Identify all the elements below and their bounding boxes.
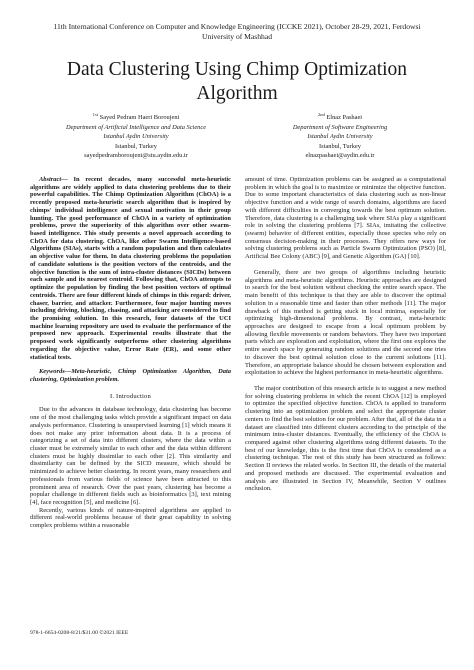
author-name-text-2: Elnaz Pashaei <box>326 114 363 121</box>
conference-line-2: University of Mashhad <box>201 31 273 41</box>
author-email-2: elnazpashaei@aydin.edu.tr <box>305 152 375 160</box>
author-name-1 <box>36 113 236 123</box>
keywords-text: —Meta-heuristic, Chimp Optimization Algorithm, Data clustering, Optimization problem. <box>30 368 231 383</box>
copyright-footer: 978-1-6654-0208-8/21/$31.00 ©2021 IEEE <box>30 630 129 636</box>
intro-paragraph-2: Recently, various kinds of nature-inspired algorithms are applied to different real-world problems because of their great capability in solving complex problems within a reasonable <box>30 506 231 530</box>
abstract-label: Abstract <box>39 176 62 183</box>
right-paragraph-2: Generally, there are two groups of algorithms including heuristic algorithms and meta-heuristic algorithms. Heuristic approaches are designed to search for the best solution without checking the entire search space. The main benefit of this technique is that they are able to discover the optimal solution in a reasonable time and faster than other methods [11]. The major drawback of this method is getting stuck in local minima, especially for optimizing high-dimensional problems. By contrast, meta-heuristic approaches are designed to escape from a local optimum problem by allowing flexible movements or random behaviors. They have two important parts which are exploration and exploitation, where the first one explores the entire search space by generating random solutions and the second one tries to discover the best optimal solution close to the current solutions [11]. Therefore, an appropriate balance should be chosen between exploration and exploitation to achieve the highest performance in meta-heuristic algorithms. <box>245 268 446 377</box>
author-department-1: Department of Artificial Intelligence and Data Science <box>65 123 207 131</box>
author-department-2: Department of Software Engineering <box>292 123 388 131</box>
title-line-1: Data Clustering Using Chimp Optimization <box>66 59 408 80</box>
author-name-text-1: Sayed Pedram Haeri Boroujeni <box>99 114 180 121</box>
right-column <box>245 176 446 493</box>
intro-paragraph-1: Due to the advances in database technology, data clustering has become one of the most challenging tasks which provide a significant impact on data analysis performance. Clustering is unsupervised learning [1] which means it does not make any prior information about data. It is a process of categorizing a set of data into different clusters, where the data within a cluster must be extremely similar to each other and the data within different clusters must be highly dissimilar to each other [2]. This similarity and dissimilarity can be defined by the SICD measure, which should be minimized to achieve better clustering. In recent years, many researchers and professionals from various fields of science have been attracted to this prominent area of research. Over the past years, clustering has become a popular challenge in different fields such as bioinformatics [3], text mining [4], face recognition [5], and medicine [6]. <box>30 406 231 507</box>
author-city-1: Istanbul, Turkey <box>115 142 157 150</box>
keywords <box>30 368 231 383</box>
abstract-text: — In recent decades, many successful meta-heuristic algorithms are widely applied to data clustering problems due to their powerful capabilities. The Chimp Optimization Algorithm (ChOA) is a recently proposed meta-heuristic search algorithm that is inspired by chimps' individual intelligence and sexual motivation in their group hunting. The good performance of ChOA in a variety of optimization problems, prove the superiority of this algorithm over other swarm-based intelligence. This study presents a novel approach according to ChOA for data clustering. ChOA, like other Swarm Intelligence-based Algorithms (SIAs), starts with a random population and then calculates an objective value for them. In data clustering problems the population of candidate solutions is the position vectors of the centroids, and the objective function is the sum of intra-cluster distances (SICDs) between each sample and its nearest centroid. Following that, ChOA attempts to optimize the population by finding the best position vectors of optimal centroids. There are four different kinds of chimps in this regard: driver, chaser, barrier, and attacker. Furthermore, four major hunting moves including driving, blocking, chasing, and attacking are considered to find the promising solution. In this research, four datasets of the UCI machine learning repository are used to evaluate the performance of the proposed new approach. Experimental results illustrate that the proposed work significantly outperforms other clustering algorithms regarding the objective value, Error Rate (ER), and some other statistical tests. <box>30 176 231 361</box>
conference-header <box>30 22 444 42</box>
author-order-1: 1st <box>92 111 99 117</box>
author-block-1 <box>36 113 236 161</box>
author-city-2: Istanbul, Turkey <box>319 142 361 150</box>
conference-line-1: 11th International Conference on Computer and Knowledge Engineering (ICCKE 2021), October 28-29, 2021, Ferdowsi <box>53 22 421 31</box>
keywords-label: Keywords <box>39 368 65 376</box>
author-order-2: 2nd <box>317 111 325 117</box>
left-column <box>30 176 231 530</box>
author-name-2 <box>240 113 440 123</box>
author-university-1: Istanbul Aydin University <box>103 133 169 141</box>
section-heading-introduction: I. Introduction <box>109 392 152 400</box>
paper-title <box>30 58 444 105</box>
author-email-1: sayedpedramboroujeni@stu.aydin.edu.tr <box>84 152 188 160</box>
author-block-2 <box>240 113 440 161</box>
title-line-2: Algorithm <box>196 82 278 104</box>
author-university-2: Istanbul Aydin University <box>307 133 373 141</box>
right-paragraph-1: amount of time. Optimization problems can be assigned as a computational problem in which the goal is to maximize or minimize the objective function. Due to some important characteristics of data clustering such as non-linear objective function and a wide range of search domains, algorithms are faced with different difficulties in converging towards the best optimum solution. Therefore, data clustering is a challenging task where SIAs play a significant role in solving the clustering problems [7]. SIAs, imitating the collective (swarm) behavior of different entities, especially those species who rely on consensus decision-making in their processes. They offers new ways for solving clustering problems such as Particle Swarm Optimization (PSO) [8], Artificial Bee Colony (ABC) [9], and Genetic Algorithm (GA) [10]. <box>245 176 446 261</box>
right-paragraph-3: The major contribution of this research article is to suggest a new method for solving clustering problems in which the recent ChOA [12] is employed to optimize the specified objective function. ChOA is applied to transform clustering into an optimization problem and select the appropriate cluster centers to find the best solution for our problem. After that, all of the data in a dataset are classified into different clusters according to the principle of the minimum intra-cluster distances. Eventually, the efficiency of the ChOA is compared against other clustering algorithms using different datasets. To the best of our knowledge, this is the first time that ChOA is considered as a clustering technique. The rest of this study has been structured as follows: Section II reviews the related works. In Section III, the details of the material and proposed methods are discussed. The experimental evaluation and analysis are illustrated in Section IV, Meanwhile, Section V outlines onclusion. <box>245 384 446 493</box>
abstract <box>30 176 231 361</box>
